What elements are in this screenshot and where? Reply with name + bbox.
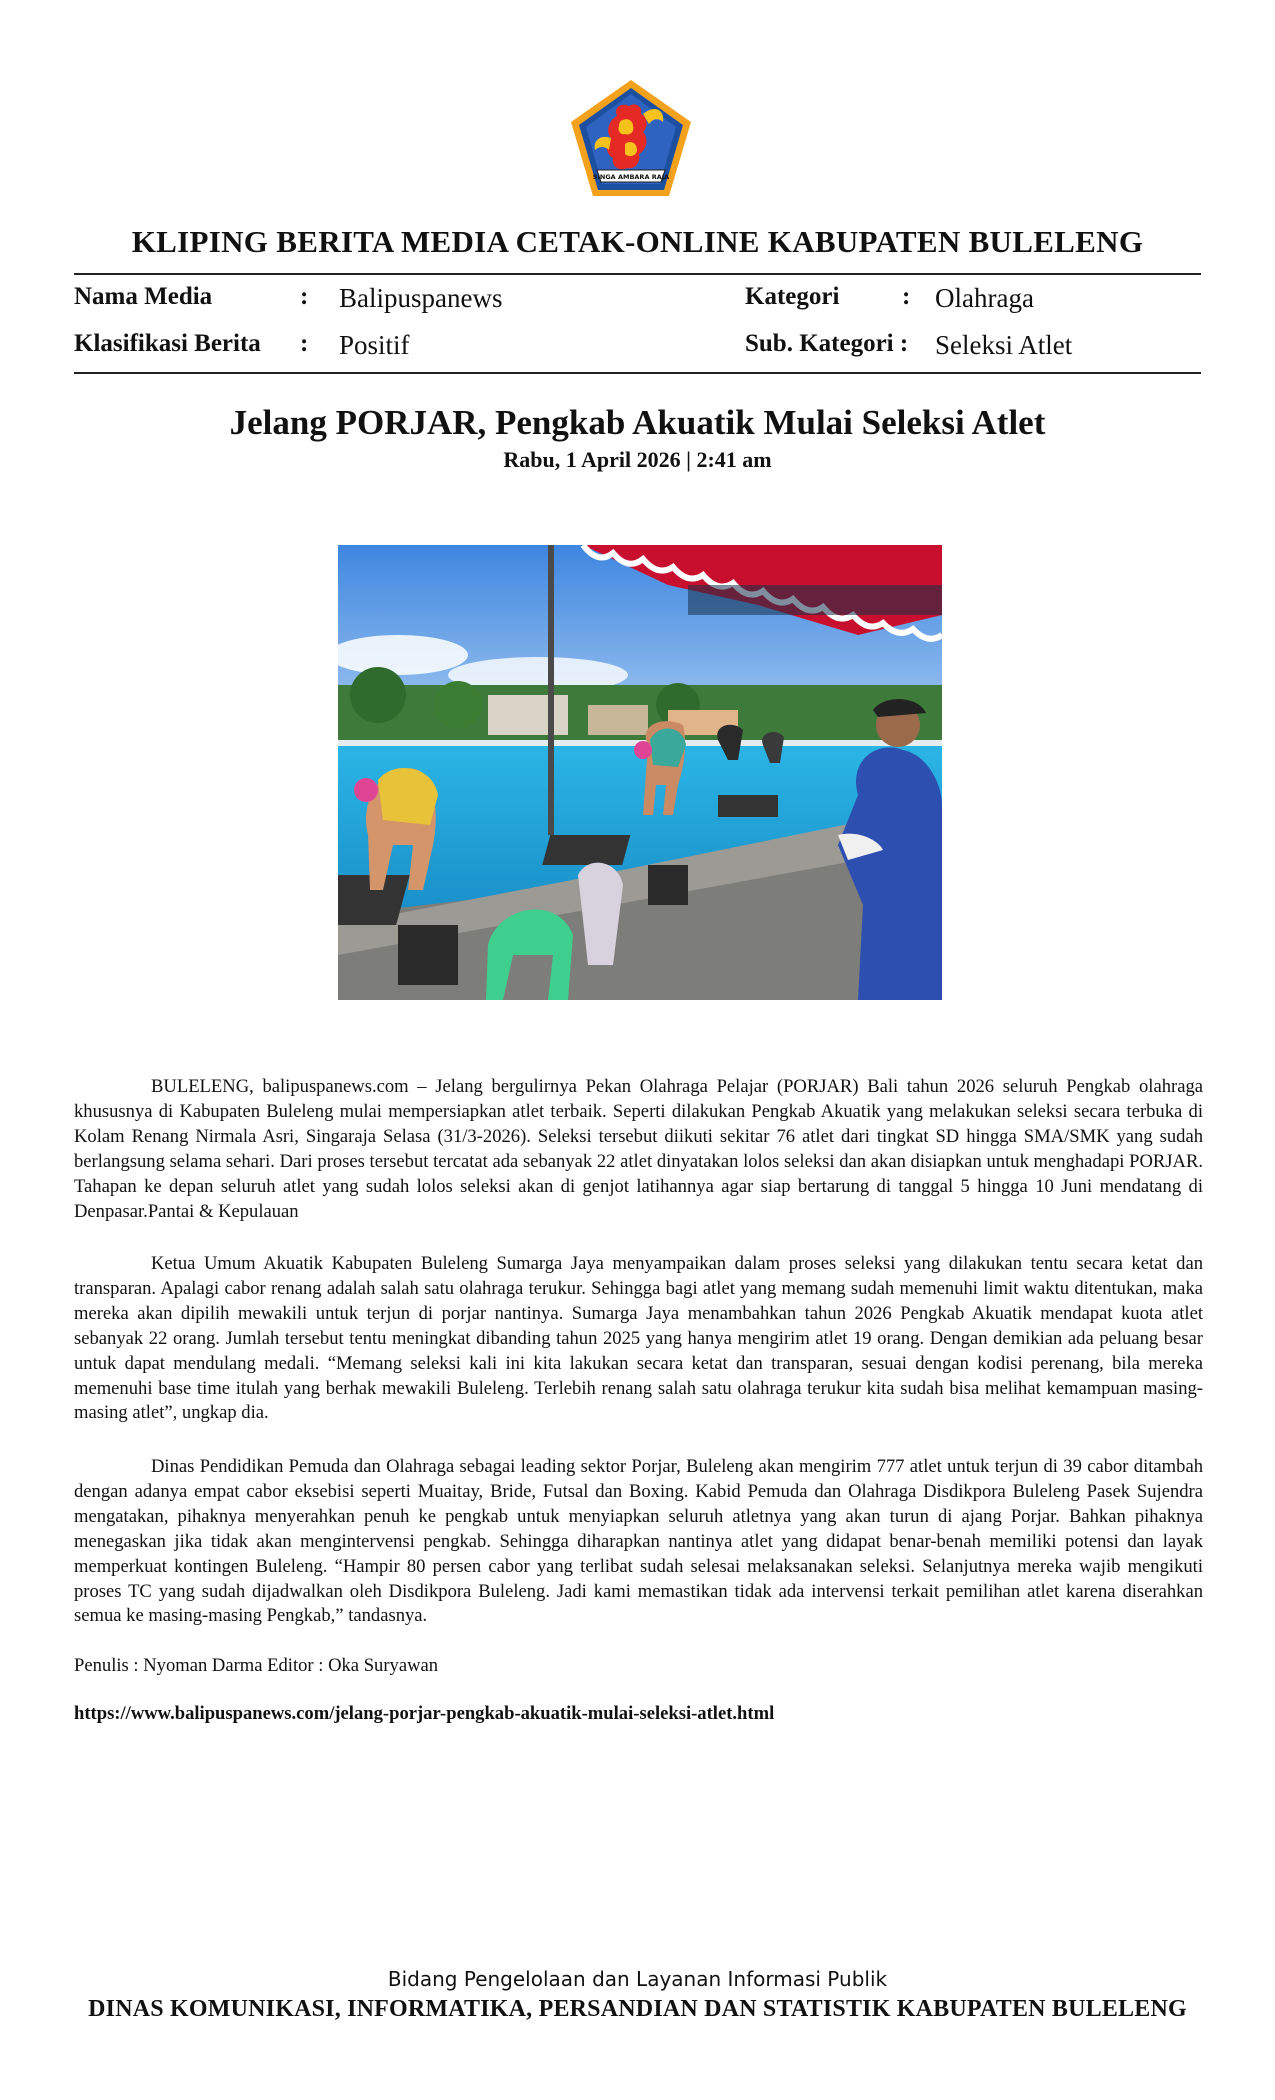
- footer-agency: DINAS KOMUNIKASI, INFORMATIKA, PERSANDIAN DAN STATISTIK KABUPATEN BULELENG: [88, 1996, 1187, 2022]
- sub-kategori-value: Seleksi Atlet: [935, 330, 1073, 360]
- meta-divider: [74, 372, 1201, 374]
- buleleng-emblem-logo: [563, 74, 699, 202]
- kategori-value: Olahraga: [935, 283, 1034, 313]
- article-paragraph-2: [74, 1252, 1203, 1426]
- klasifikasi-label: Klasifikasi Berita: [74, 330, 261, 357]
- paragraph-text: Ketua Umum Akuatik Kabupaten Buleleng Sumarga Jaya menyampaikan dalam proses seleksi yang dilakukan tentu secara ketat dan transparan. Apalagi cabor renang adalah salah satu olahraga terukur. Sehingga bagi atlet yang memang sudah memenuhi limit waktu ditentukan, maka mereka akan dipilih mewakili untuk terjun di porjar nantinya. Sumarga Jaya menambahkan tahun 2026 Pengkab Akuatik mendapat kuota atlet sebanyak 22 orang. Jumlah tersebut tentu meningkat dibanding tahun 2025 yang hanya mengirim atlet 19 orang. Dengan demikian ada peluang besar untuk dapat mendulang medali. “Memang seleksi kali ini kita lakukan secara ketat dan transparan, sesuai dengan kodisi perenang, bila mereka memenuhi base time itulah yang berhak mewakili Buleleng. Terlebih renang salah satu olahraga terukur kita sudah bisa melihat kemampuan masing-masing atlet”, ungkap dia.: [74, 1253, 1203, 1424]
- top-divider: [74, 273, 1201, 275]
- article-paragraph-1: [74, 1075, 1203, 1224]
- nama-media-label: Nama Media: [74, 283, 213, 310]
- emblem-motto: SINGA AMBARA RAJA: [592, 173, 670, 181]
- article-date: Rabu, 1 April 2026 | 2:41 am: [503, 447, 772, 472]
- article-headline: Jelang PORJAR, Pengkab Akuatik Mulai Seleksi Atlet: [229, 403, 1046, 442]
- swimmers-on-starting-blocks-photo: [338, 545, 942, 1000]
- nama-media-value: Balipuspanews: [339, 283, 503, 313]
- paragraph-text: BULELENG, balipuspanews.com – Jelang bergulirnya Pekan Olahraga Pelajar (PORJAR) Bali tahun 2026 seluruh Pengkab olahraga khususnya di Kabupaten Buleleng mulai mempersiapkan atlet terbaik. Seperti dilakukan Pengkab Akuatik yang melakukan seleksi secara terbuka di Kolam Renang Nirmala Asri, Singaraja Selasa (31/3-2026). Seleksi tersebut diikuti sekitar 76 atlet dari tingkat SD hingga SMA/SMK yang sudah berlangsung selama sehari. Dari proses tersebut tercatat ada sebanyak 22 atlet dinyatakan lolos seleksi dan akan disiapkan untuk menghadapi PORJAR. Tahapan ke depan seluruh atlet yang sudah lolos seleksi akan di genjot latihannya agar siap bertarung di tanggal 5 hingga 10 Juni mendatang di Denpasar.Pantai & Kepulauan: [74, 1076, 1203, 1222]
- kategori-colon: :: [902, 283, 911, 310]
- klasifikasi-value: Positif: [339, 330, 410, 360]
- article-source-url[interactable]: https://www.balipuspanews.com/jelang-porjar-pengkab-akuatik-mulai-seleksi-atlet.html: [74, 1703, 775, 1724]
- sub-kategori-label: Sub. Kategori :: [745, 330, 909, 357]
- nama-media-colon: :: [300, 283, 309, 310]
- footer-division: Bidang Pengelolaan dan Layanan Informasi Publik: [387, 1967, 888, 1991]
- klasifikasi-colon: :: [300, 330, 309, 357]
- paragraph-text: Dinas Pendidikan Pemuda dan Olahraga sebagai leading sektor Porjar, Buleleng akan mengirim 777 atlet untuk terjun di 39 cabor ditambah dengan adanya empat cabor eksebisi seperti Muaitay, Bride, Futsal dan Boxing. Kabid Pemuda dan Olahraga Disdikpora Buleleng Pasek Sujendra mengatakan, pihaknya menyerahkan penuh ke pengkab untuk menyiapkan seluruh atletnya yang akan turun di ajang Porjar. Bahkan pihaknya menegaskan jika tidak akan mengintervensi pengkab. Sehingga diharapkan nantinya atlet yang didapat benar-benah memiliki potensi dan layak memperkuat kontingen Buleleng. “Hampir 80 persen cabor yang terlibat sudah selesai melaksanakan seleksi. Selanjutnya mereka wajib mengikuti proses TC yang sudah dijadwalkan oleh Disdikpora Buleleng. Jadi kami memastikan tidak ada intervensi terkait pemilihan atlet karena diserahkan semua ke masing-masing Pengkab,” tandasnya.: [74, 1456, 1203, 1627]
- clipping-title: KLIPING BERITA MEDIA CETAK-ONLINE KABUPATEN BULELENG: [131, 224, 1144, 259]
- article-credits: Penulis : Nyoman Darma Editor : Oka Suryawan: [74, 1655, 439, 1676]
- article-paragraph-3: [74, 1455, 1203, 1629]
- kategori-label: Kategori: [745, 283, 840, 310]
